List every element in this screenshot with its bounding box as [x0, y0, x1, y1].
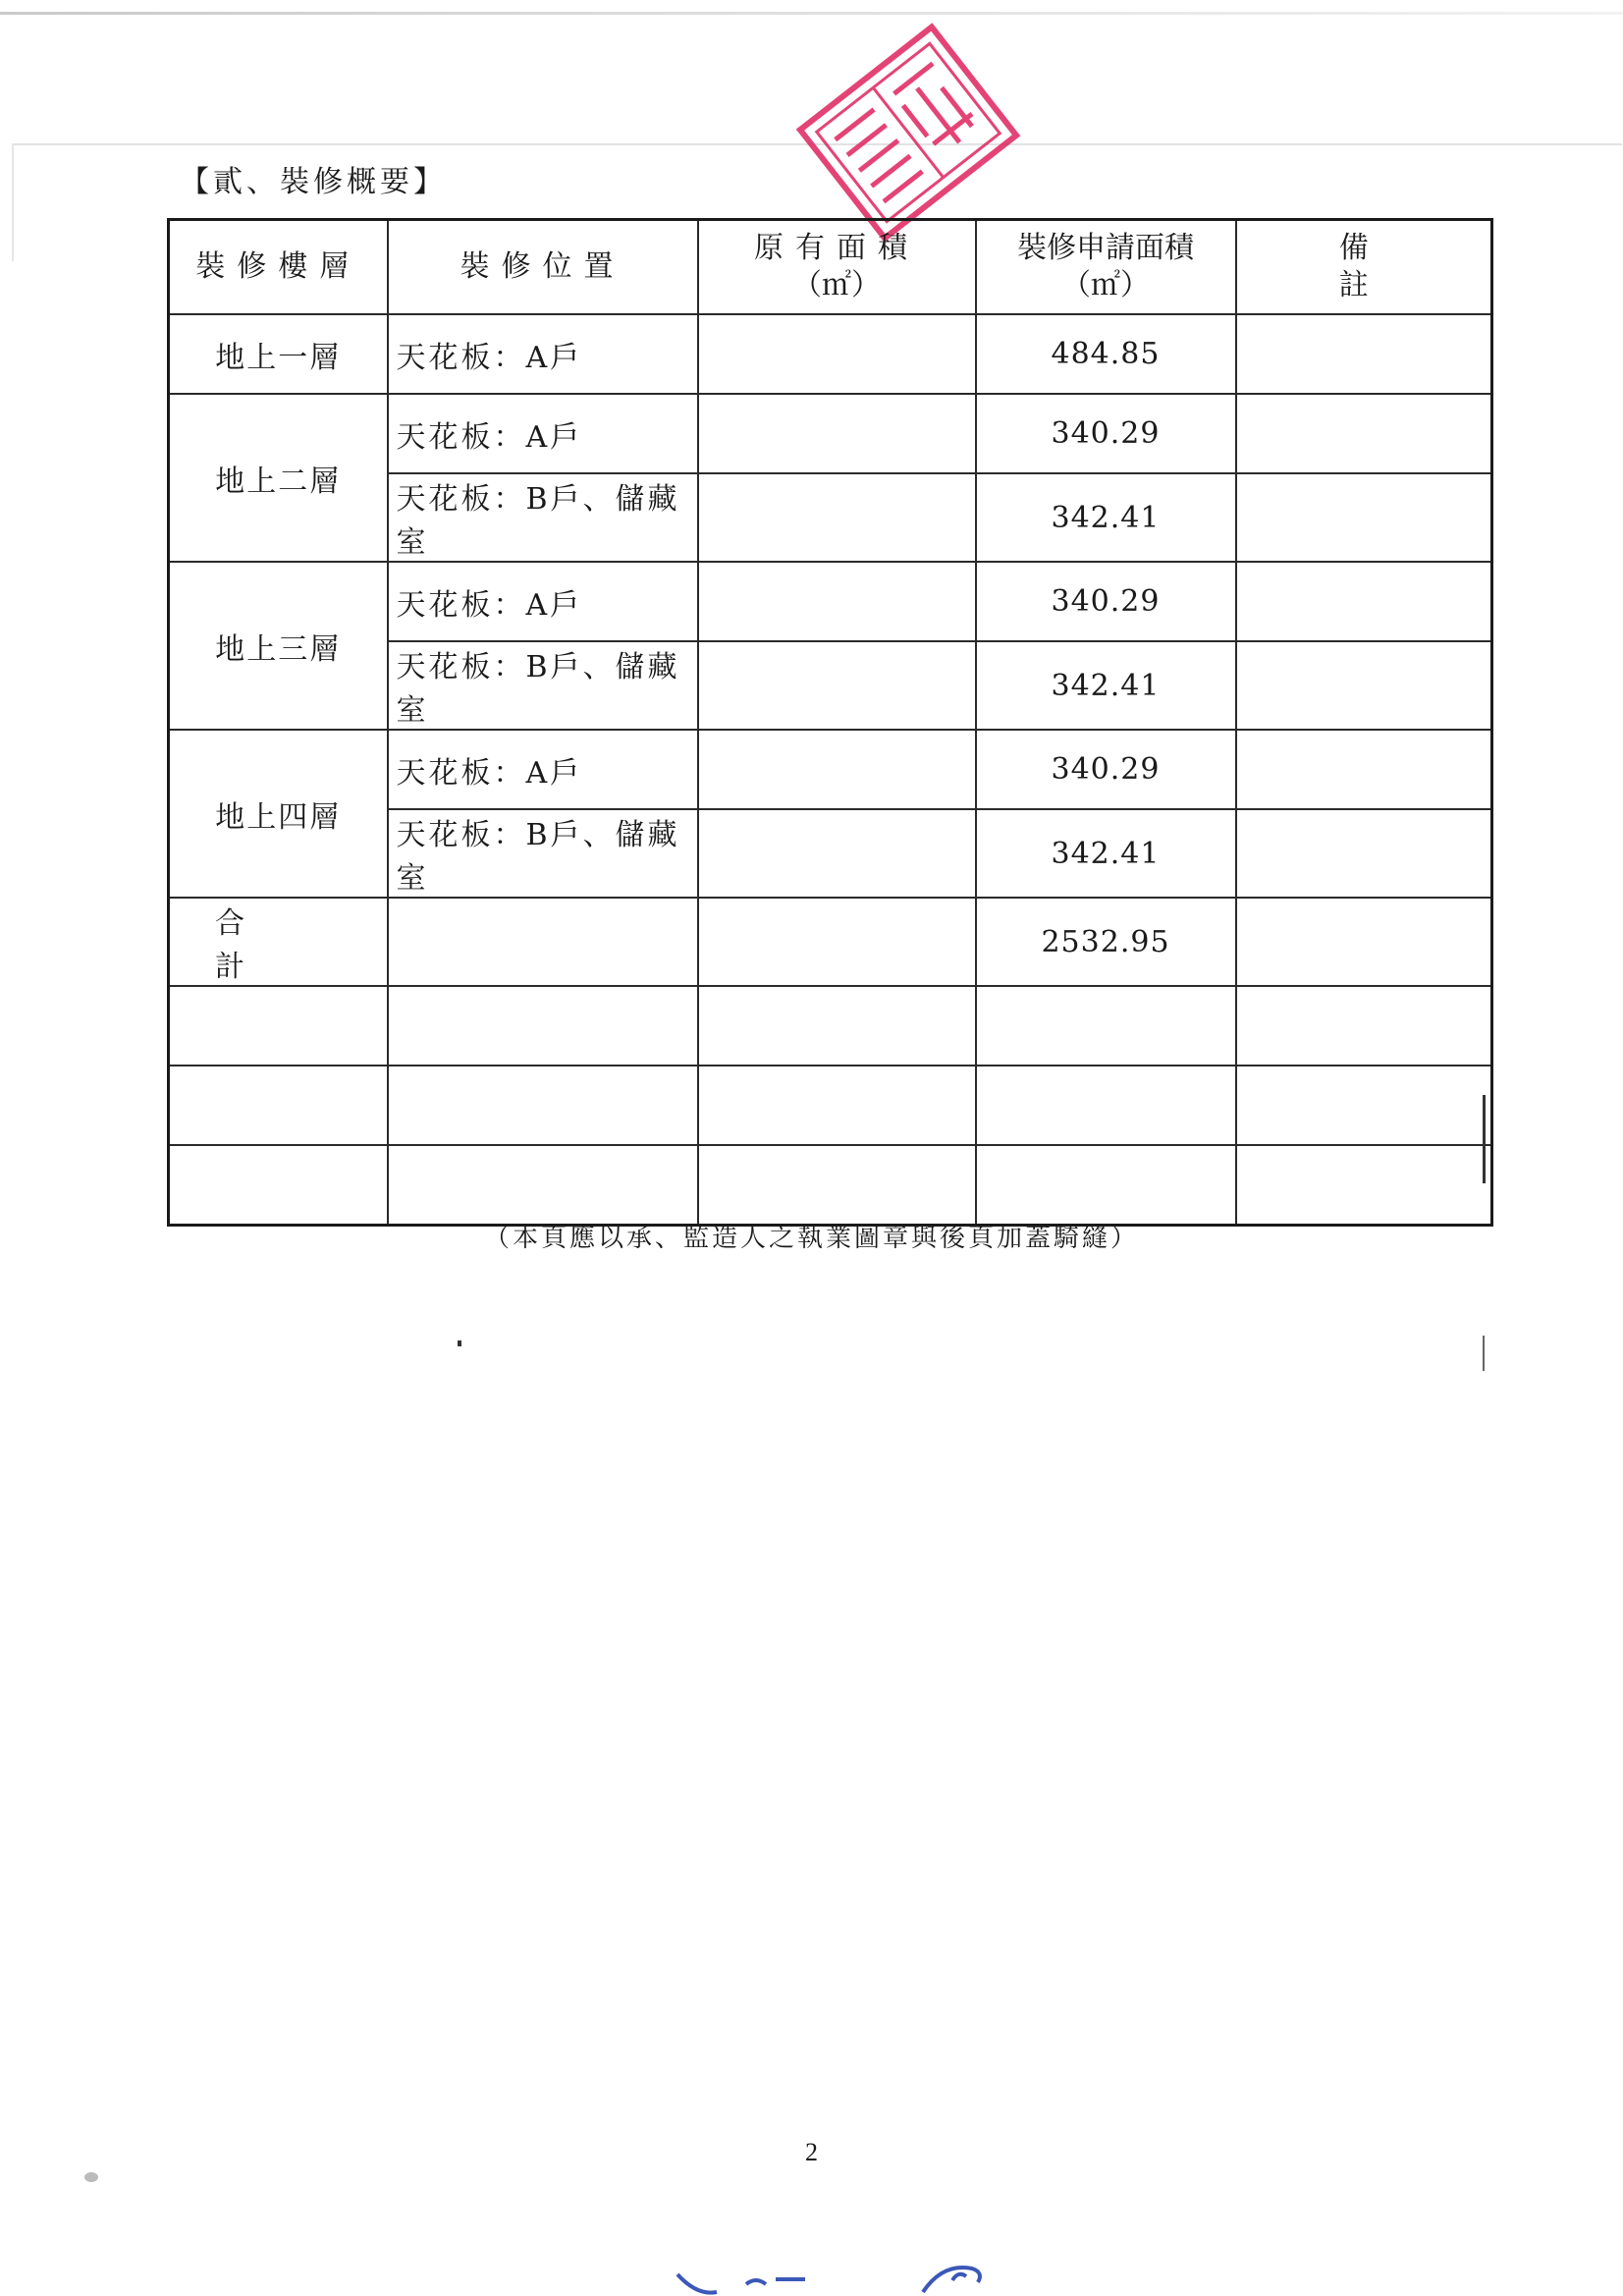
original-area-cell — [698, 809, 976, 898]
floor-cell: 地上一層 — [169, 314, 388, 394]
applied-area-cell: 342.41 — [976, 473, 1236, 562]
table-row — [169, 314, 1492, 394]
position-cell: 天花板：A戶 — [388, 730, 698, 809]
applied-area-cell: 340.29 — [976, 562, 1236, 641]
applied-area-cell: 340.29 — [976, 730, 1236, 809]
empty-row — [169, 986, 1492, 1066]
original-area-cell — [698, 562, 976, 641]
remarks-cell — [1236, 314, 1492, 394]
page-number: 2 — [805, 2138, 818, 2166]
empty-cell — [1236, 986, 1492, 1066]
total-label: 合計 — [169, 898, 388, 986]
empty-cell — [169, 1066, 388, 1145]
position-cell: 天花板：B戶、儲藏室 — [388, 473, 698, 562]
scan-edge-top — [0, 12, 1623, 15]
scan-edge-fold — [12, 143, 1622, 145]
header-applied-area — [976, 220, 1236, 315]
floor-cell: 地上四層 — [169, 730, 388, 898]
empty-cell — [976, 1145, 1236, 1226]
original-area-cell — [698, 641, 976, 730]
empty-cell — [698, 1066, 976, 1145]
empty-cell — [1236, 1066, 1492, 1145]
table-row — [169, 730, 1492, 809]
total-position-cell — [388, 898, 698, 986]
floor-cell: 地上二層 — [169, 394, 388, 562]
header-original-area-unit: （㎡） — [792, 268, 881, 302]
empty-cell — [1236, 1145, 1492, 1226]
header-position: 裝修位置 — [388, 220, 698, 315]
remarks-cell — [1236, 641, 1492, 730]
header-applied-area-unit: （㎡） — [1061, 268, 1150, 302]
scan-edge-left — [12, 143, 14, 261]
remarks-cell — [1236, 562, 1492, 641]
total-original-area-cell — [698, 898, 976, 986]
table-row — [169, 562, 1492, 641]
empty-cell — [388, 1145, 698, 1226]
footnote: （本頁應以承、監造人之執業圖章與後頁加蓋騎縫） — [483, 1224, 1139, 1253]
scan-speck — [84, 2172, 98, 2182]
total-applied-area-cell: 2532.95 — [976, 898, 1236, 986]
header-remarks: 備註 — [1236, 220, 1492, 315]
empty-cell — [976, 986, 1236, 1066]
table-header-row — [169, 220, 1492, 315]
original-area-cell — [698, 473, 976, 562]
empty-row — [169, 1066, 1492, 1145]
renovation-summary-table — [167, 218, 1493, 1227]
position-cell: 天花板：A戶 — [388, 314, 698, 394]
position-cell: 天花板：B戶、儲藏室 — [388, 641, 698, 730]
applied-area-cell: 342.41 — [976, 641, 1236, 730]
blue-seal-fragment-icon — [658, 2255, 1011, 2296]
remarks-cell — [1236, 730, 1492, 809]
header-floor: 裝修樓層 — [169, 220, 388, 315]
empty-cell — [976, 1066, 1236, 1145]
position-cell: 天花板：B戶、儲藏室 — [388, 809, 698, 898]
remarks-cell — [1236, 809, 1492, 898]
empty-cell — [388, 986, 698, 1066]
scan-speck — [1483, 1336, 1485, 1371]
original-area-cell — [698, 394, 976, 473]
applied-area-cell: 340.29 — [976, 394, 1236, 473]
position-cell: 天花板：A戶 — [388, 394, 698, 473]
empty-row — [169, 1145, 1492, 1226]
original-area-cell — [698, 730, 976, 809]
scan-speck — [1483, 1095, 1486, 1183]
empty-cell — [388, 1066, 698, 1145]
total-row — [169, 898, 1492, 986]
position-cell: 天花板：A戶 — [388, 562, 698, 641]
original-area-cell — [698, 314, 976, 394]
header-original-area — [698, 220, 976, 315]
empty-cell — [169, 986, 388, 1066]
header-applied-area-label: 裝修申請面積 — [1017, 231, 1194, 265]
section-title: 【貳、裝修概要】 — [180, 165, 447, 199]
remarks-cell — [1236, 394, 1492, 473]
floor-cell: 地上三層 — [169, 562, 388, 730]
empty-cell — [169, 1145, 388, 1226]
scan-speck — [458, 1340, 461, 1346]
table-row — [169, 394, 1492, 473]
applied-area-cell: 342.41 — [976, 809, 1236, 898]
remarks-cell — [1236, 473, 1492, 562]
empty-cell — [698, 986, 976, 1066]
applied-area-cell: 484.85 — [976, 314, 1236, 394]
total-remarks-cell — [1236, 898, 1492, 986]
empty-cell — [698, 1145, 976, 1226]
header-original-area-label: 原有面積 — [754, 231, 919, 265]
